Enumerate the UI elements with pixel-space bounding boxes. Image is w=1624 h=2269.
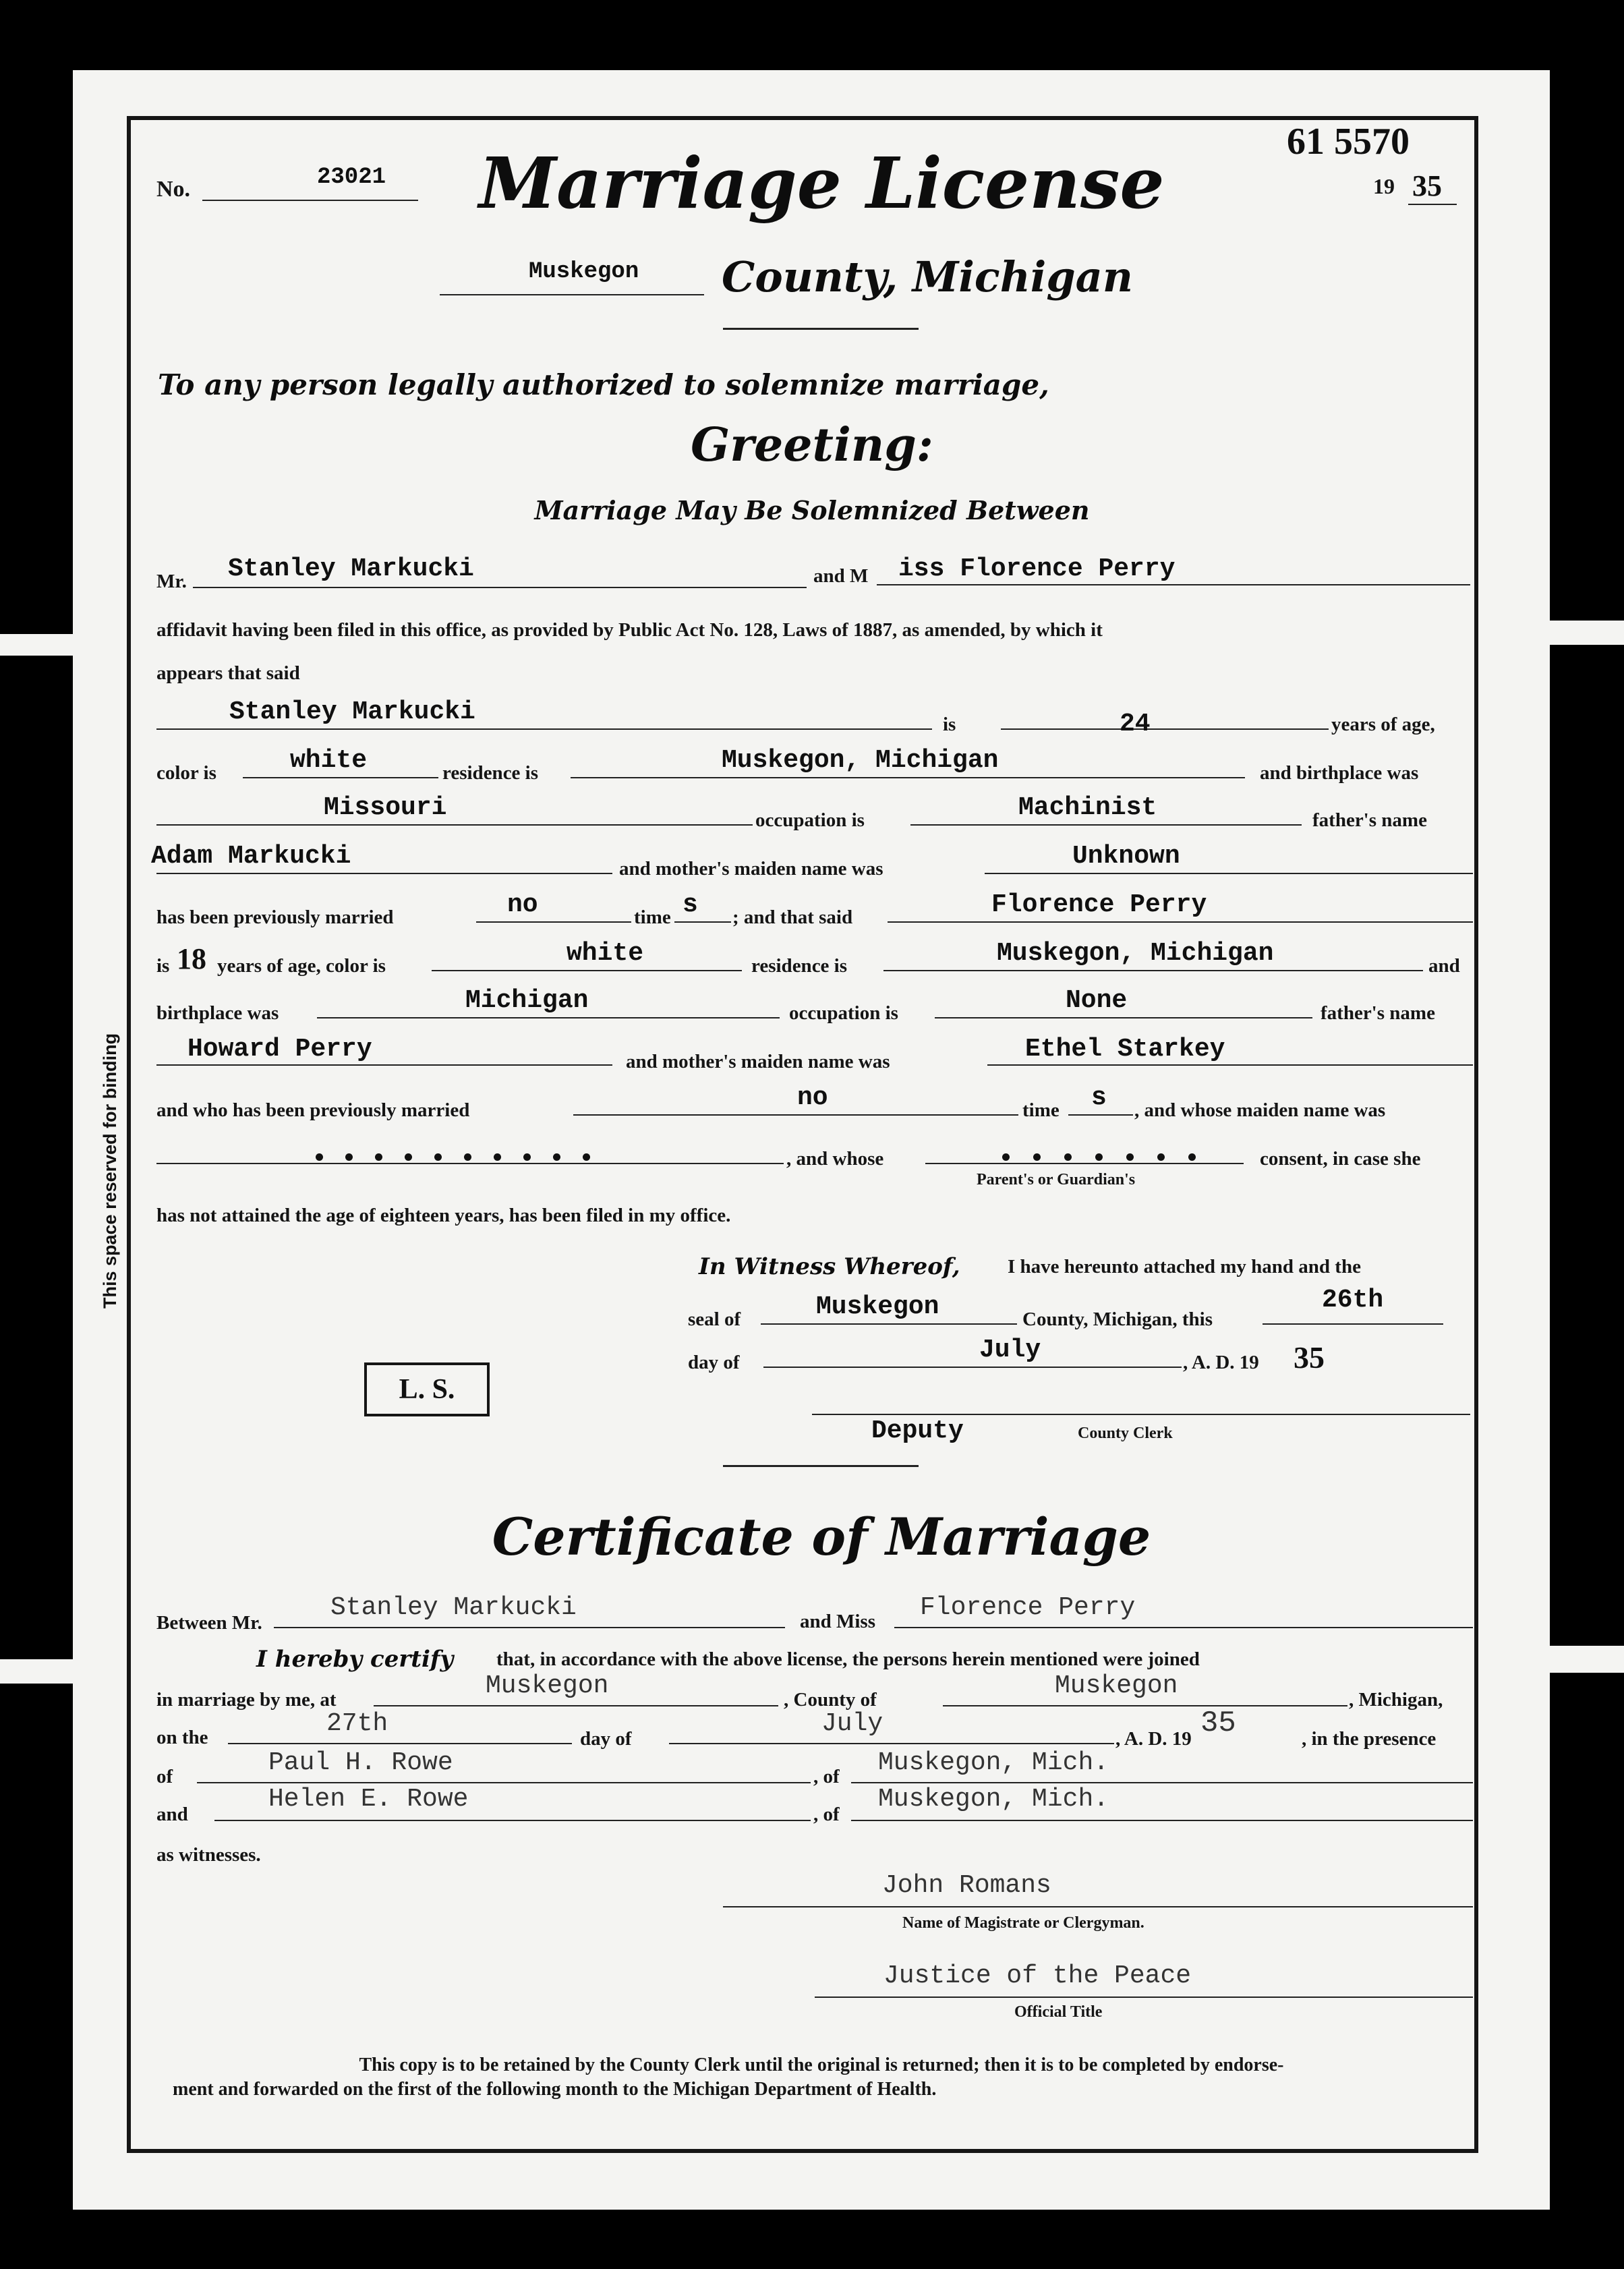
cert-month: July	[821, 1709, 883, 1738]
previously-married-label: has been previously married	[156, 907, 394, 928]
witness-two: Helen E. Rowe	[268, 1785, 469, 1814]
on-the-label: on the	[156, 1727, 208, 1748]
witness-month: July	[979, 1335, 1041, 1365]
county-of-label: , County of	[784, 1689, 877, 1711]
appears-text: appears that said	[156, 662, 300, 684]
bride-times: s	[1091, 1083, 1107, 1112]
birthplace-was-label: birthplace was	[156, 1002, 279, 1024]
of-label: , of	[813, 1804, 840, 1825]
bride-occupation: None	[1066, 986, 1128, 1015]
groom-residence: Muskegon, Michigan	[722, 746, 999, 775]
groom-occupation: Machinist	[1018, 793, 1157, 822]
residence-is-label: residence is	[751, 955, 848, 977]
license-title: Marriage License	[479, 142, 1165, 225]
in-marriage-at-label: in marriage by me, at	[156, 1689, 337, 1711]
groom-age: 24	[1120, 710, 1151, 739]
occupation-is-label: occupation is	[755, 809, 865, 831]
of-label: , of	[813, 1766, 840, 1787]
parents-guardians-label: Parent's or Guardian's	[977, 1171, 1136, 1188]
and-m-label: and M	[813, 565, 869, 587]
bride-prev-married: no	[797, 1083, 828, 1112]
ad-label: , A. D. 19	[1183, 1352, 1259, 1373]
binding-note: This space reserved for binding	[100, 1033, 120, 1309]
footer-line-1: This copy is to be retained by the County Clerk until the original is returned; then it is to be completed by endorse-	[359, 2055, 1284, 2075]
witness-county: Muskegon	[816, 1292, 939, 1321]
occupation-is-label: occupation is	[789, 1002, 898, 1024]
bride-age: 18	[177, 942, 206, 975]
groom-birthplace: Missouri	[324, 793, 447, 822]
is-label: is	[156, 955, 170, 977]
left-edge-stub	[0, 634, 73, 656]
groom-name: Stanley Markucki	[228, 554, 474, 583]
witness-two-city: Muskegon, Mich.	[878, 1785, 1109, 1814]
groom-times: s	[683, 890, 698, 919]
between-mr-label: Between Mr.	[156, 1612, 262, 1634]
certificate-title: Certificate of Marriage	[492, 1507, 1151, 1567]
officiant-name: John Romans	[882, 1871, 1051, 1900]
officiant-label: Name of Magistrate or Clergyman.	[902, 1914, 1144, 1932]
fathers-name-label: father's name	[1312, 809, 1427, 831]
witness-day: 26th	[1322, 1286, 1384, 1315]
day-of-label: day of	[688, 1352, 740, 1373]
day-of-label: day of	[580, 1728, 632, 1750]
whose-maiden-label: , and whose maiden name was	[1134, 1099, 1386, 1121]
seal-of-label: seal of	[688, 1309, 741, 1330]
and-that-said-label: ; and that said	[732, 907, 853, 928]
and-whose-label: , and whose	[786, 1148, 884, 1170]
bride-father: Howard Perry	[187, 1035, 372, 1064]
who-married-label: and who has been previously married	[156, 1099, 470, 1121]
cert-bride: Florence Perry	[920, 1593, 1136, 1622]
greeting: Greeting:	[691, 418, 933, 472]
mr-label: Mr.	[156, 571, 187, 592]
as-witnesses-label: as witnesses.	[156, 1844, 261, 1866]
cert-day: 27th	[326, 1709, 388, 1738]
michigan-label: , Michigan,	[1349, 1689, 1443, 1711]
license-number-label: No.	[156, 177, 191, 202]
groom-full-name: Stanley Markucki	[229, 697, 475, 726]
bride-color: white	[567, 939, 644, 968]
subtitle: Marriage May Be Solemnized Between	[534, 495, 1090, 525]
groom-color: white	[290, 746, 368, 775]
witness-lead: In Witness Whereof,	[699, 1253, 960, 1280]
residence-is-label: residence is	[442, 762, 539, 784]
groom-father: Adam Markucki	[151, 842, 351, 871]
cert-county: Muskegon	[1055, 1671, 1178, 1700]
stamp-number: 61 5570	[1287, 121, 1410, 163]
right-edge-stub	[1550, 621, 1624, 645]
county-name: Muskegon	[529, 259, 639, 285]
years-of-age-label: years of age,	[1331, 714, 1435, 735]
cert-year: 35	[1200, 1706, 1236, 1740]
of-label: of	[156, 1766, 173, 1787]
not-attained-text: has not attained the age of eighteen years, has been filed in my office.	[156, 1205, 731, 1226]
groom-mother: Unknown	[1072, 842, 1180, 871]
in-presence-label: , in the presence	[1302, 1728, 1437, 1750]
witness-text: I have hereunto attached my hand and the	[1008, 1256, 1361, 1277]
bride-name-detail: Florence Perry	[991, 890, 1207, 919]
certify-lead: I hereby certify	[256, 1646, 454, 1673]
and-miss-label: and Miss	[800, 1611, 876, 1632]
consent-label: consent, in case she	[1260, 1148, 1421, 1170]
license-number: 23021	[317, 165, 386, 190]
official-title-label: Official Title	[1014, 2003, 1103, 2021]
footer-line-2: ment and forwarded on the first of the following month to the Michigan Department of Health.	[173, 2079, 937, 2100]
color-is-label: color is	[156, 762, 216, 784]
ad-label: , A. D. 19	[1115, 1728, 1192, 1750]
mothers-maiden-label: and mother's maiden name was	[626, 1051, 890, 1072]
fathers-name-label: father's name	[1321, 1002, 1435, 1024]
bride-mother: Ethel Starkey	[1025, 1035, 1225, 1064]
year-suffix: 35	[1412, 169, 1442, 202]
bride-name: iss Florence Perry	[898, 554, 1176, 583]
right-edge-stub	[1550, 1646, 1624, 1673]
time-label: time	[634, 907, 671, 928]
county-clerk-label: County Clerk	[1078, 1425, 1173, 1442]
cert-place: Muskegon	[486, 1671, 609, 1700]
groom-prev-married: no	[507, 890, 538, 919]
address-line: To any person legally authorized to solemnize marriage,	[158, 368, 1049, 401]
official-title-value: Justice of the Peace	[883, 1961, 1192, 1990]
witness-one-city: Muskegon, Mich.	[878, 1748, 1109, 1777]
time-label: time	[1022, 1099, 1060, 1121]
county-michigan-this-label: County, Michigan, this	[1022, 1309, 1213, 1330]
bride-residence: Muskegon, Michigan	[997, 939, 1274, 968]
cert-groom: Stanley Markucki	[330, 1593, 577, 1622]
certify-text: that, in accordance with the above license, the persons herein mentioned were joined	[496, 1648, 1200, 1670]
and-label: and	[1428, 955, 1460, 977]
birthplace-was-label: and birthplace was	[1260, 762, 1419, 784]
county-label: County, Michigan	[722, 252, 1133, 301]
is-label: is	[943, 714, 956, 735]
affidavit-text: affidavit having been filed in this office, as provided by Public Act No. 128, Laws of 1887, as amended, by which it	[156, 619, 1103, 641]
years-color-label: years of age, color is	[217, 955, 386, 977]
left-edge-stub	[0, 1659, 73, 1684]
mothers-maiden-label: and mother's maiden name was	[619, 858, 883, 880]
and-label: and	[156, 1804, 188, 1825]
witness-year: 35	[1294, 1340, 1325, 1375]
year-prefix: 19	[1373, 174, 1395, 198]
witness-one: Paul H. Rowe	[268, 1748, 453, 1777]
deputy-label: Deputy	[871, 1416, 964, 1445]
bride-birthplace: Michigan	[465, 986, 589, 1015]
ls-seal-box: L. S.	[364, 1362, 490, 1416]
